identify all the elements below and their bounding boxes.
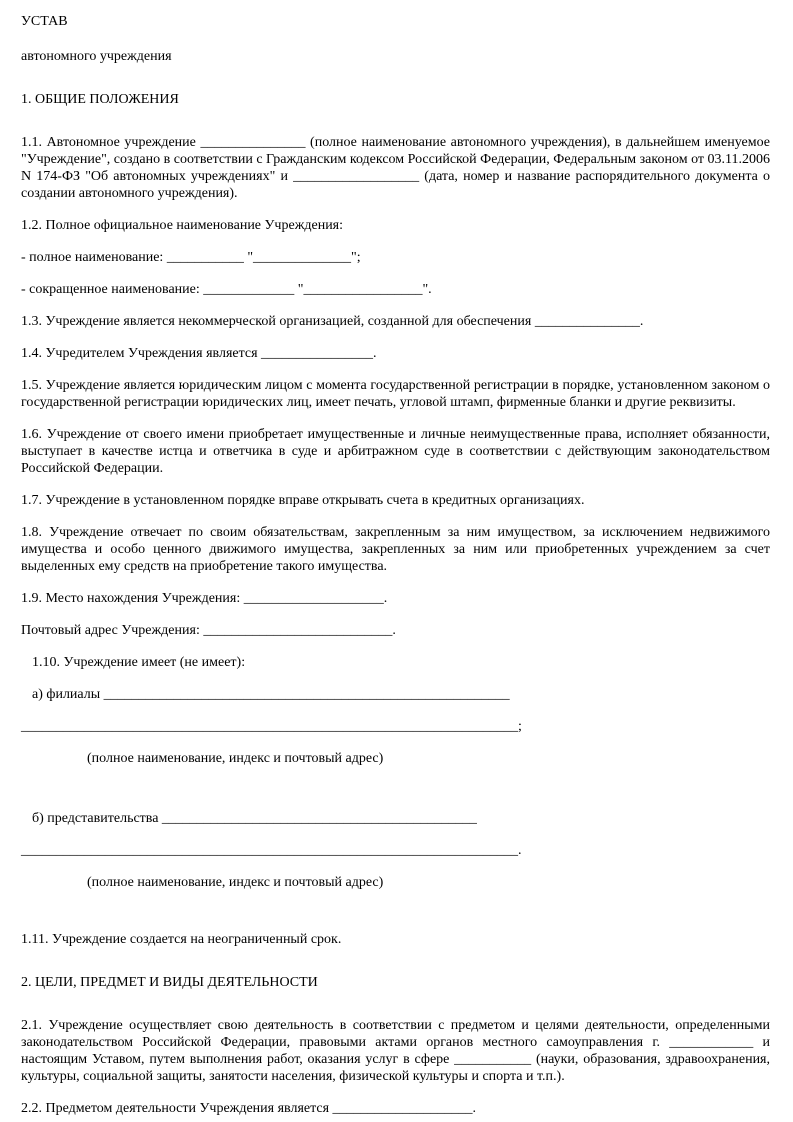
caption-1-10-b: (полное наименование, индекс и почтовый адрес) bbox=[87, 875, 384, 890]
paragraph-1-5: 1.5. Учреждение является юридическим лицом с момента государственной регистрации в порядке, установленном законом о государственной регистрации юридических лиц, имеет печать, угловой штамп, фирменные бланки и другие реквизиты. bbox=[21, 378, 770, 410]
paragraph-1-8: 1.8. Учреждение отвечает по своим обязательствам, закрепленным за ним имуществом, за исключением недвижимого имущества и особо ценного движимого имущества, закрепленных за ним или приобретенных учреждением за счет выделенных ему средств на приобретение такого имущества. bbox=[21, 525, 770, 574]
section-2-heading: 2. ЦЕЛИ, ПРЕДМЕТ И ВИДЫ ДЕЯТЕЛЬНОСТИ bbox=[21, 975, 318, 990]
paragraph-1-11: 1.11. Учреждение создается на неограниченный срок. bbox=[21, 932, 342, 947]
doc-title: УСТАВ bbox=[21, 14, 68, 29]
paragraph-1-1: 1.1. Автономное учреждение _______________ (полное наименование автономного учреждения), в дальнейшем именуемое "Учреждение", создано в соответствии с Гражданским кодексом Российской Федерации, Федеральным законом от 03.11.2006 N 174-ФЗ "Об автономных учреждениях" и __________________ (дата, номер и название распорядительного документа о создании автономного учреждения). bbox=[21, 135, 770, 201]
paragraph-1-10-b-representations: б) представительства _____________________________________________ bbox=[32, 811, 477, 826]
paragraph-1-10: 1.10. Учреждение имеет (не имеет): bbox=[32, 655, 246, 670]
paragraph-2-1: 2.1. Учреждение осуществляет свою деятельность в соответствии с предметом и целями деятельности, определенными законодательством Российской Федерации, правовыми актами органов местного самоуправления г. ____________ и настоящим Уставом, путем выполнения работ, оказания услуг в сфере ___________ (науки, образования, здравоохранения, культуры, социальной защиты, занятости населения, физической культуры и спорта и т.п.). bbox=[21, 1018, 770, 1084]
paragraph-1-10-a-branches: а) филиалы __________________________________________________________ bbox=[32, 687, 510, 702]
blank-line-1-10-a: _______________________________________________________________________; bbox=[21, 719, 522, 734]
doc-subtitle: автономного учреждения bbox=[21, 49, 172, 64]
paragraph-2-2: 2.2. Предметом деятельности Учреждения является ____________________. bbox=[21, 1101, 477, 1116]
paragraph-1-2: 1.2. Полное официальное наименование Учреждения: bbox=[21, 218, 344, 233]
paragraph-1-2-full-name: - полное наименование: ___________ "______________"; bbox=[21, 250, 361, 265]
blank-line-1-10-b: _______________________________________________________________________. bbox=[21, 843, 522, 858]
paragraph-1-9: 1.9. Место нахождения Учреждения: ____________________. bbox=[21, 591, 388, 606]
paragraph-1-2-short-name: - сокращенное наименование: _____________ "_________________". bbox=[21, 282, 432, 297]
paragraph-1-4: 1.4. Учредителем Учреждения является ________________. bbox=[21, 346, 377, 361]
paragraph-1-9-postal-address: Почтовый адрес Учреждения: ___________________________. bbox=[21, 623, 396, 638]
paragraph-1-3: 1.3. Учреждение является некоммерческой организацией, созданной для обеспечения _______________. bbox=[21, 314, 644, 329]
paragraph-1-7: 1.7. Учреждение в установленном порядке вправе открывать счета в кредитных организациях. bbox=[21, 493, 585, 508]
caption-1-10-a: (полное наименование, индекс и почтовый адрес) bbox=[87, 751, 384, 766]
section-1-heading: 1. ОБЩИЕ ПОЛОЖЕНИЯ bbox=[21, 92, 179, 107]
paragraph-1-6: 1.6. Учреждение от своего имени приобретает имущественные и личные неимущественные права, исполняет обязанности, выступает в качестве истца и ответчика в суде и арбитражном суде в соответствии с действующим законодательством Российской Федерации. bbox=[21, 427, 770, 476]
